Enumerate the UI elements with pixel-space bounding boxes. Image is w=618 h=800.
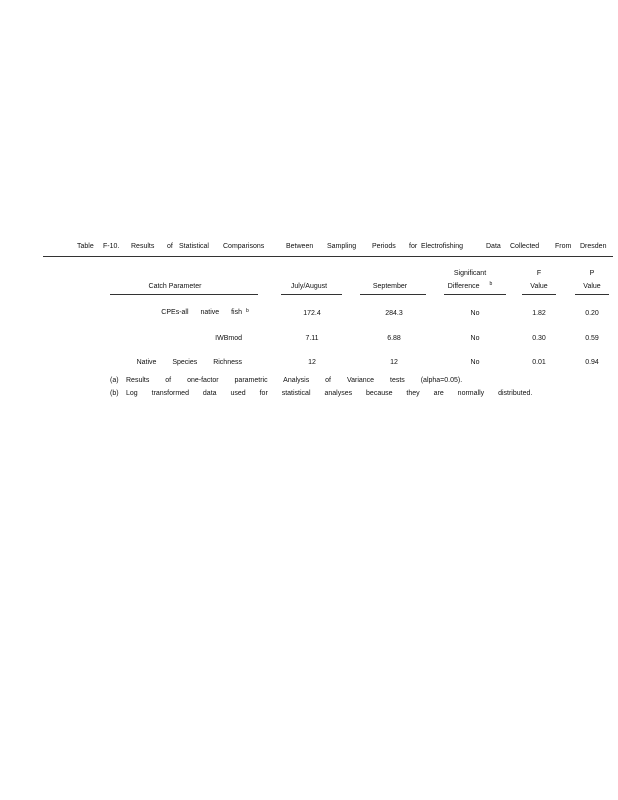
header-p-bottom-text: Value xyxy=(583,283,601,290)
title-word: Dresden xyxy=(580,243,607,250)
title-word: Periods xyxy=(372,243,396,250)
cell-september: 12 xyxy=(390,359,398,366)
cell-july-august: 7.11 xyxy=(305,335,319,342)
header-catch-parameter xyxy=(120,282,230,292)
header-significant-text: Significant xyxy=(453,270,487,277)
header-f-bottom xyxy=(522,282,556,292)
footnote-text: Results of one-factor parametric Analysis of Variance tests (alpha=0.05). xyxy=(126,377,463,384)
row-parameter xyxy=(150,335,242,342)
cell-p-value: 0.59 xyxy=(585,335,599,342)
header-significant xyxy=(437,269,503,279)
header-p-top-text: P xyxy=(589,270,595,277)
header-rule-difference xyxy=(444,294,506,295)
row-parameter-text: Native Species Richness xyxy=(136,359,242,366)
footnote-label: (a) xyxy=(110,377,119,384)
header-rule-f xyxy=(522,294,556,295)
title-word: From xyxy=(555,243,572,250)
row-parameter xyxy=(110,359,242,366)
title-word: Between xyxy=(286,243,314,250)
cell-f-value: 1.82 xyxy=(532,310,546,317)
title-word: Results xyxy=(131,243,155,250)
header-p-bottom xyxy=(575,282,609,292)
cell-f-value: 0.30 xyxy=(532,335,546,342)
header-rule-september xyxy=(360,294,426,295)
cell-f-value: 0.01 xyxy=(532,359,546,366)
row-parameter-text: CPEs-all native fish xyxy=(161,309,242,316)
title-word: Sampling xyxy=(327,243,357,250)
row-parameter xyxy=(130,309,242,316)
cell-significant: No xyxy=(470,335,480,342)
row-parameter-footnote: b xyxy=(246,308,249,314)
header-difference-footnote: b xyxy=(489,281,493,287)
title-word: Table xyxy=(77,243,94,250)
title-rule xyxy=(43,256,613,257)
header-rule-july xyxy=(281,294,342,295)
header-july-august xyxy=(278,282,340,292)
header-f-top xyxy=(522,269,556,279)
title-word: F-10. xyxy=(103,243,120,250)
cell-july-august: 12 xyxy=(308,359,316,366)
header-p-top xyxy=(575,269,609,279)
title-word: for xyxy=(409,243,418,250)
header-difference xyxy=(437,282,503,292)
header-rule-p xyxy=(575,294,609,295)
header-rule-catch xyxy=(110,294,258,295)
header-july-august-text: July/August xyxy=(290,283,328,290)
footnote-text: Log transformed data used for statistical analyses because they are normally distributed. xyxy=(126,390,533,397)
cell-p-value: 0.94 xyxy=(585,359,599,366)
footnote-label: (b) xyxy=(110,390,119,397)
header-f-top-text: F xyxy=(536,270,542,277)
cell-p-value: 0.20 xyxy=(585,310,599,317)
cell-september: 284.3 xyxy=(385,310,403,317)
title-word: Statistical xyxy=(179,243,209,250)
cell-july-august: 172.4 xyxy=(303,310,321,317)
title-word: Electrofishing xyxy=(421,243,464,250)
title-word: Collected xyxy=(510,243,540,250)
header-september xyxy=(360,282,420,292)
title-word: Data xyxy=(486,243,501,250)
title-word: Comparisons xyxy=(223,243,265,250)
header-september-text: September xyxy=(372,283,408,290)
table-title xyxy=(0,243,618,253)
row-parameter-text: IWBmod xyxy=(215,335,242,342)
title-word: of xyxy=(167,243,173,250)
header-catch-parameter-text: Catch Parameter xyxy=(148,283,202,290)
cell-significant: No xyxy=(470,359,480,366)
header-difference-text: Difference xyxy=(447,283,480,290)
cell-significant: No xyxy=(470,310,480,317)
header-f-bottom-text: Value xyxy=(530,283,548,290)
cell-september: 6.88 xyxy=(387,335,401,342)
